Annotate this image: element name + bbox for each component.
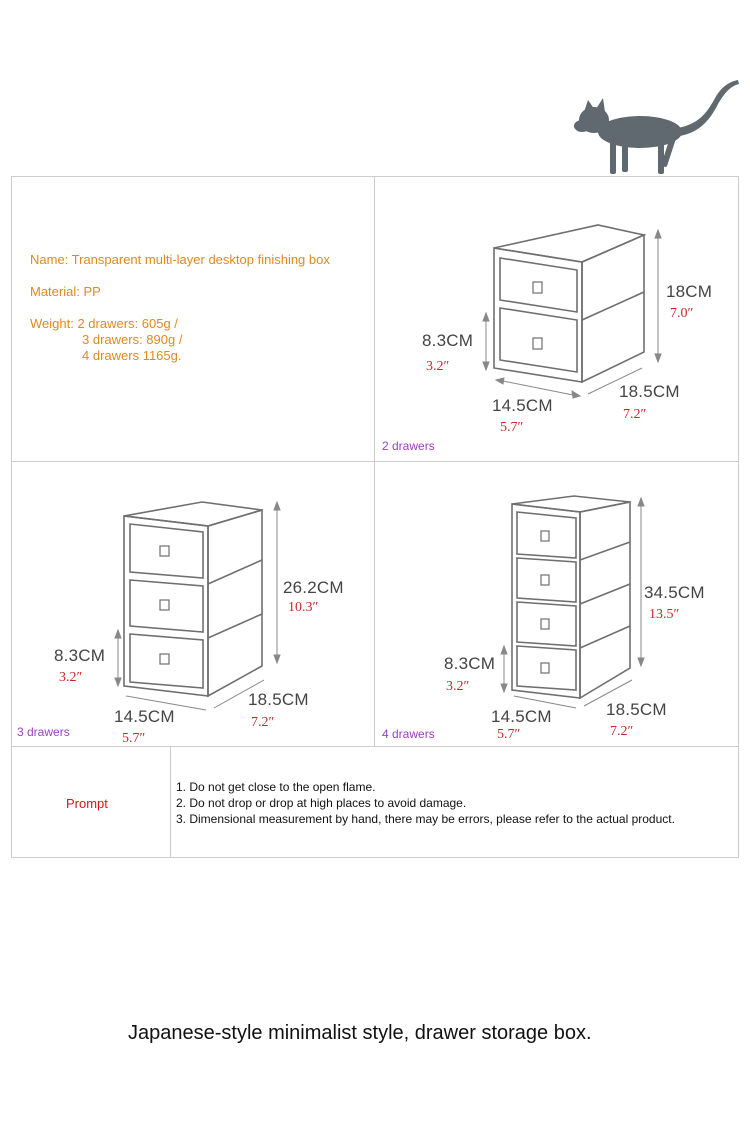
four-depth-in: 7.2″ — [610, 724, 634, 739]
grid-divider-row1 — [11, 461, 739, 462]
product-name: Name: Transparent multi-layer desktop finishing box — [30, 252, 330, 267]
three-drawer-in: 3.2″ — [59, 670, 83, 685]
grid-border-bottom — [11, 857, 739, 858]
four-depth-cm: 18.5CM — [606, 700, 667, 719]
panel-label-4-drawers: 4 drawers — [382, 727, 435, 741]
four-width-in: 5.7″ — [497, 727, 521, 742]
panel-label-3-drawers: 3 drawers — [17, 725, 70, 739]
panel-label-2-drawers: 2 drawers — [382, 439, 435, 453]
four-drawer-in: 3.2″ — [446, 679, 470, 694]
product-weight-line-2: 3 drawers: 890g / — [82, 332, 183, 347]
prompt-item: 1. Do not get close to the open flame. — [176, 780, 376, 794]
four-drawer-cm: 8.3CM — [444, 654, 496, 673]
prompt-item: 3. Dimensional measurement by hand, there may be errors, please refer to the actual product. — [176, 812, 675, 826]
three-width-cm: 14.5CM — [114, 707, 175, 726]
prompt-label: Prompt — [66, 796, 108, 811]
three-depth-in: 7.2″ — [251, 715, 275, 730]
four-width-cm: 14.5CM — [491, 707, 552, 726]
prompt-list — [176, 779, 675, 827]
two-width-in: 5.7″ — [500, 420, 524, 435]
product-weight-line-1: Weight: 2 drawers: 605g / — [30, 316, 178, 331]
two-drawer-cm: 8.3CM — [422, 331, 474, 350]
product-weight-line-3: 4 drawers 1165g. — [82, 348, 182, 363]
three-drawer-cm: 8.3CM — [54, 646, 106, 665]
three-width-in: 5.7″ — [122, 731, 146, 746]
three-height-cm: 26.2CM — [283, 578, 344, 597]
two-drawer-in: 3.2″ — [426, 359, 450, 374]
grid-border-right — [738, 176, 739, 858]
two-height-cm: 18CM — [666, 282, 713, 301]
four-height-in: 13.5″ — [649, 607, 680, 622]
two-height-in: 7.0″ — [670, 306, 694, 321]
prompt-item: 2. Do not drop or drop at high places to avoid damage. — [176, 796, 467, 810]
grid-divider-prompt — [170, 746, 171, 857]
product-material: Material: PP — [30, 284, 101, 299]
box-3-drawers-illustration — [106, 496, 296, 716]
grid-divider-row2 — [11, 746, 739, 747]
two-depth-in: 7.2″ — [623, 407, 647, 422]
grid-border-left — [11, 176, 12, 858]
four-height-cm: 34.5CM — [644, 583, 705, 602]
box-4-drawers-illustration — [500, 492, 660, 716]
three-height-in: 10.3″ — [288, 600, 319, 615]
product-info — [30, 252, 330, 364]
cat-illustration — [570, 74, 742, 178]
two-depth-cm: 18.5CM — [619, 382, 680, 401]
three-depth-cm: 18.5CM — [248, 690, 309, 709]
two-width-cm: 14.5CM — [492, 396, 553, 415]
grid-border-top — [11, 176, 739, 177]
page-caption: Japanese-style minimalist style, drawer storage box. — [128, 1022, 592, 1044]
